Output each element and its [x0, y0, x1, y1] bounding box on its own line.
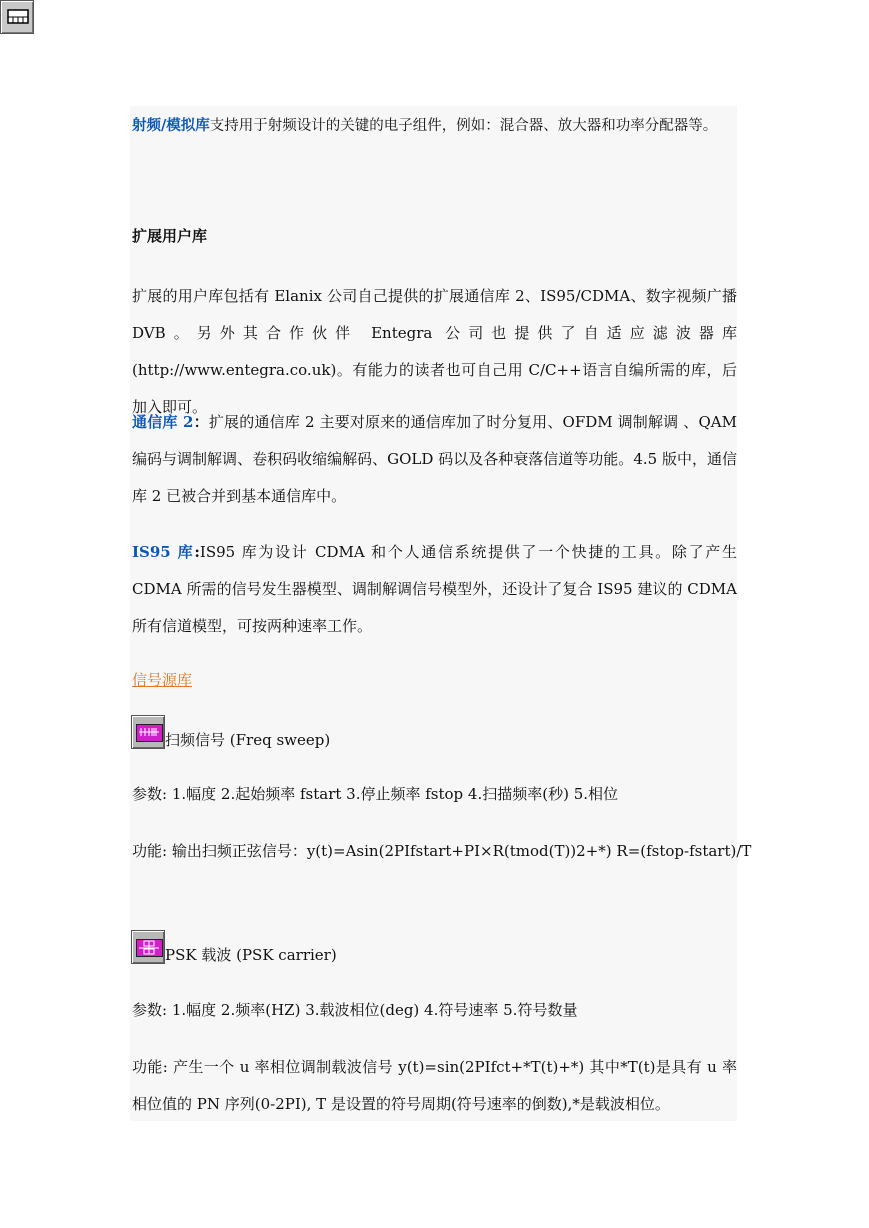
sweep-title-row: [131, 715, 330, 759]
ext-user-heading: 扩展用户库: [132, 227, 208, 245]
source-lib-paragraph: [132, 662, 192, 699]
rf-lib-label[interactable]: 射频/模拟库: [132, 117, 210, 134]
sweep-params: 参数: 1.幅度 2.起始频率 fstart 3.停止频率 fstop 4.扫描频率(秒) 5.相位: [132, 785, 619, 803]
ext-user-paragraph: 扩展的用户库包括有 Elanix 公司自己提供的扩展通信库 2、IS95/CDMA、数字视频广播 DVB。另外其合作伙伴 Entegra 公司也提供了自适应滤波器库(http://www.entegra.co.uk)。有能力的读者也可自己用 C/C++语言自编所需的库，后加入即可。: [132, 287, 737, 416]
psk-title-row: [131, 930, 337, 974]
comm2-text: 扩展的通信库 2 主要对原来的通信库加了时分复用、OFDM 调制解调 、QAM 编码与调制解调、卷积码收缩编解码、GOLD 码以及各种衰落信道等功能。4.5 版中，通信库 2 已被合并到基本通信库中。: [132, 413, 737, 505]
psk-params: 参数: 1.幅度 2.频率(HZ) 3.载波相位(deg) 4.符号速率 5.符号数量: [132, 1001, 578, 1019]
source-lib-link[interactable]: 信号源库: [132, 671, 193, 689]
comm2-label[interactable]: 通信库 2: [132, 413, 194, 431]
is95-text: IS95 库为设计 CDMA 和个人通信系统提供了一个快捷的工具。除了产生 CDMA 所需的信号发生器模型、调制解调信号模型外，还设计了复合 IS95 建议的 CDMA 所有信道模型，可按两种速率工作。: [132, 543, 737, 635]
rf-lib-text: 支持用于射频设计的关键的电子组件，例如：混合器、放大器和功率分配器等。: [209, 118, 718, 134]
is95-paragraph: [132, 534, 737, 645]
is95-colon: :: [194, 543, 200, 561]
comm2-colon: ：: [193, 413, 209, 431]
psk-function: 功能: 产生一个 u 率相位调制载波信号 y(t)=sin(2PIfct+*T(t)+*) 其中*T(t)是具有 u 率相位值的 PN 序列(0-2PI), T 是设置的符号周期(符号速率的倒数),*是载波相位。: [132, 1058, 737, 1113]
psk-title: PSK 载波 (PSK carrier): [165, 946, 337, 964]
document-content: [130, 106, 752, 1121]
sweep-function: 功能: 输出扫频正弦信号：y(t)=Asin(2PIfstart+PI×R(tmod(T))2+*) R=(fstop-fstart)/T: [132, 842, 752, 860]
sweep-title: 扫频信号 (Freq sweep): [165, 731, 331, 749]
freq-sweep-icon[interactable]: [131, 715, 165, 749]
window-control-button[interactable]: [0, 0, 34, 34]
comm2-paragraph: [132, 404, 737, 515]
psk-carrier-icon[interactable]: [131, 930, 165, 964]
keyboard-icon: [7, 9, 29, 27]
is95-label[interactable]: IS95 库: [132, 543, 195, 561]
rf-lib-paragraph: [132, 107, 742, 145]
